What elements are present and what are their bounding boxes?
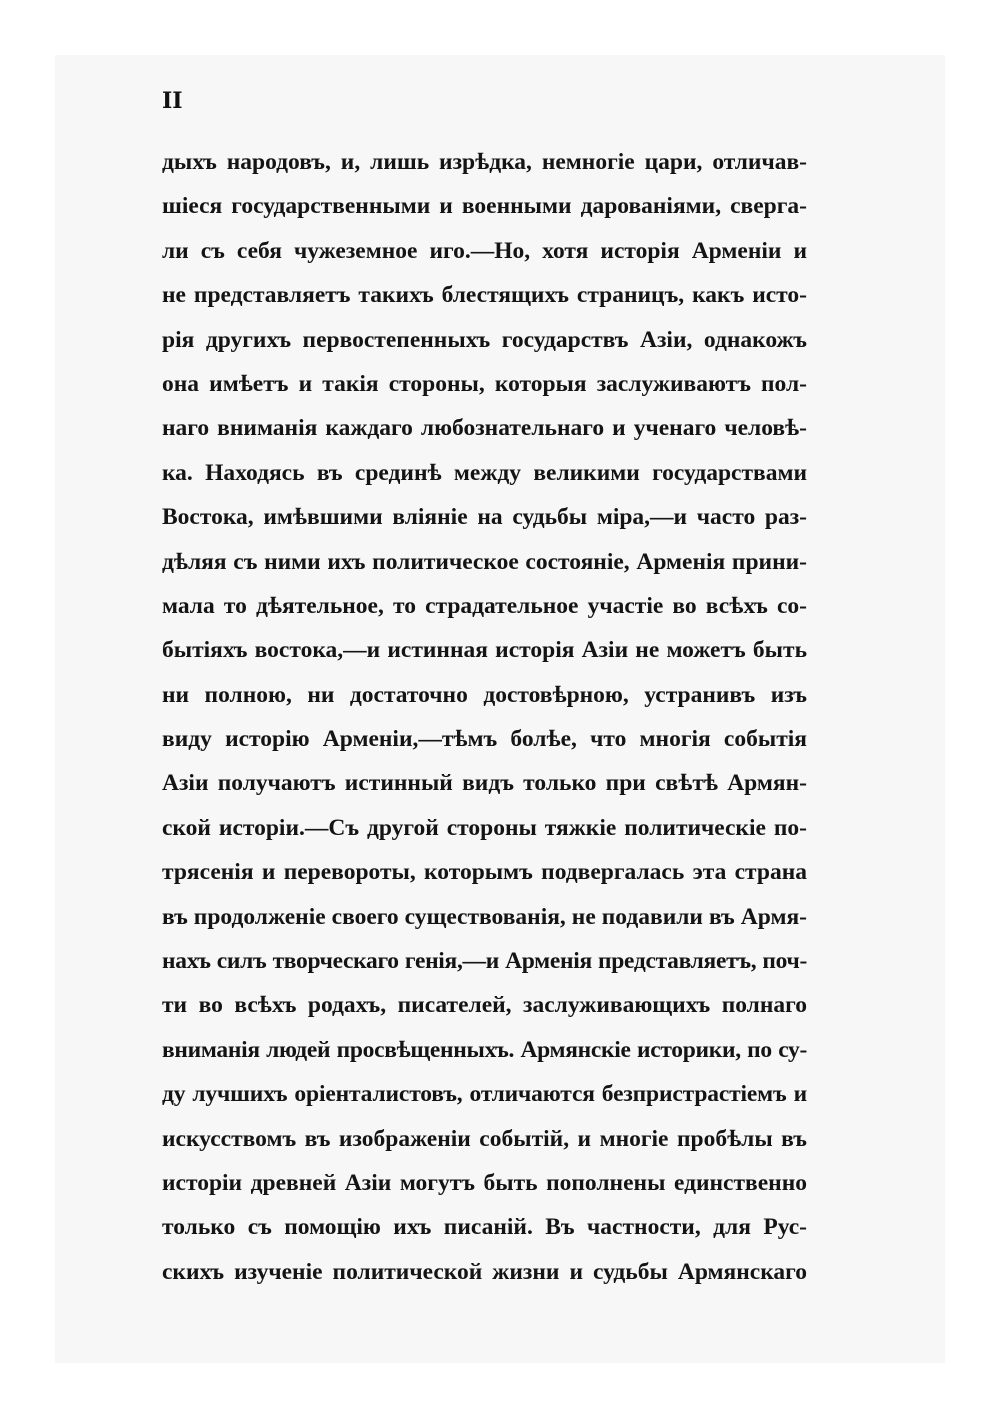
text-line: нахъ силъ творческаго генія,—и Арменія представляетъ, поч- (162, 948, 807, 975)
text-line: виду исторію Арменіи,—тѣмъ болѣе, что многія событія (162, 726, 807, 753)
text-line: ти во всѣхъ родахъ, писателей, заслуживающихъ полнаго (162, 992, 807, 1019)
text-line: Азіи получаютъ истинный видъ только при свѣтѣ Армян- (162, 770, 807, 797)
text-line: бытіяхъ востока,—и истинная исторія Азіи не можетъ быть (162, 637, 807, 664)
page-number: II (162, 88, 183, 114)
text-line: въ продолженіе своего существованія, не подавили въ Армя- (162, 903, 807, 930)
text-line: ка. Находясь въ срединѣ между великими государствами (162, 459, 807, 486)
text-line: ли съ себя чужеземное иго.—Но, хотя исторія Арменіи и (162, 237, 807, 264)
text-line: Востока, имѣвшими вліяніе на судьбы міра,—и часто раз- (162, 504, 807, 531)
text-line: дѣляя съ ними ихъ политическое состояніе, Арменія прини- (162, 548, 807, 575)
text-line: вниманія людей просвѣщенныхъ. Армянскіе историки, по су- (162, 1036, 807, 1063)
text-line: ду лучшихъ оріенталистовъ, отличаются безпристрастіемъ и (162, 1081, 807, 1108)
text-line: искусствомъ въ изображеніи событій, и многіе пробѣлы въ (162, 1125, 807, 1152)
text-line: дыхъ народовъ, и, лишь изрѣдка, немногіе цари, отличав- (162, 149, 807, 175)
text-line: исторіи древней Азіи могутъ быть пополнены единственно (162, 1169, 807, 1196)
text-line: мала то дѣятельное, то страдательное участіе во всѣхъ со- (162, 592, 807, 619)
text-line: не представляетъ такихъ блестящихъ страницъ, какъ исто- (162, 282, 807, 309)
text-line: она имѣетъ и такія стороны, которыя заслуживаютъ пол- (162, 370, 807, 397)
text-line: рія другихъ первостепенныхъ государствъ Азіи, однакожъ (162, 326, 807, 353)
body-text (162, 147, 807, 1301)
text-line: ской исторіи.—Съ другой стороны тяжкіе политическіе по- (162, 814, 807, 841)
text-line: ни полною, ни достаточно достовѣрною, устранивъ изъ (162, 681, 807, 708)
text-line: наго вниманія каждаго любознательнаго и ученаго человѣ- (162, 415, 807, 442)
text-line: трясенія и перевороты, которымъ подвергалась эта страна (162, 859, 807, 886)
text-line: только съ помощію ихъ писаній. Въ частности, для Рус- (162, 1214, 807, 1241)
text-line: шіеся государственными и военными дарованіями, сверга- (162, 193, 807, 220)
text-line: скихъ изученіе политической жизни и судьбы Армянскаго (162, 1258, 807, 1285)
